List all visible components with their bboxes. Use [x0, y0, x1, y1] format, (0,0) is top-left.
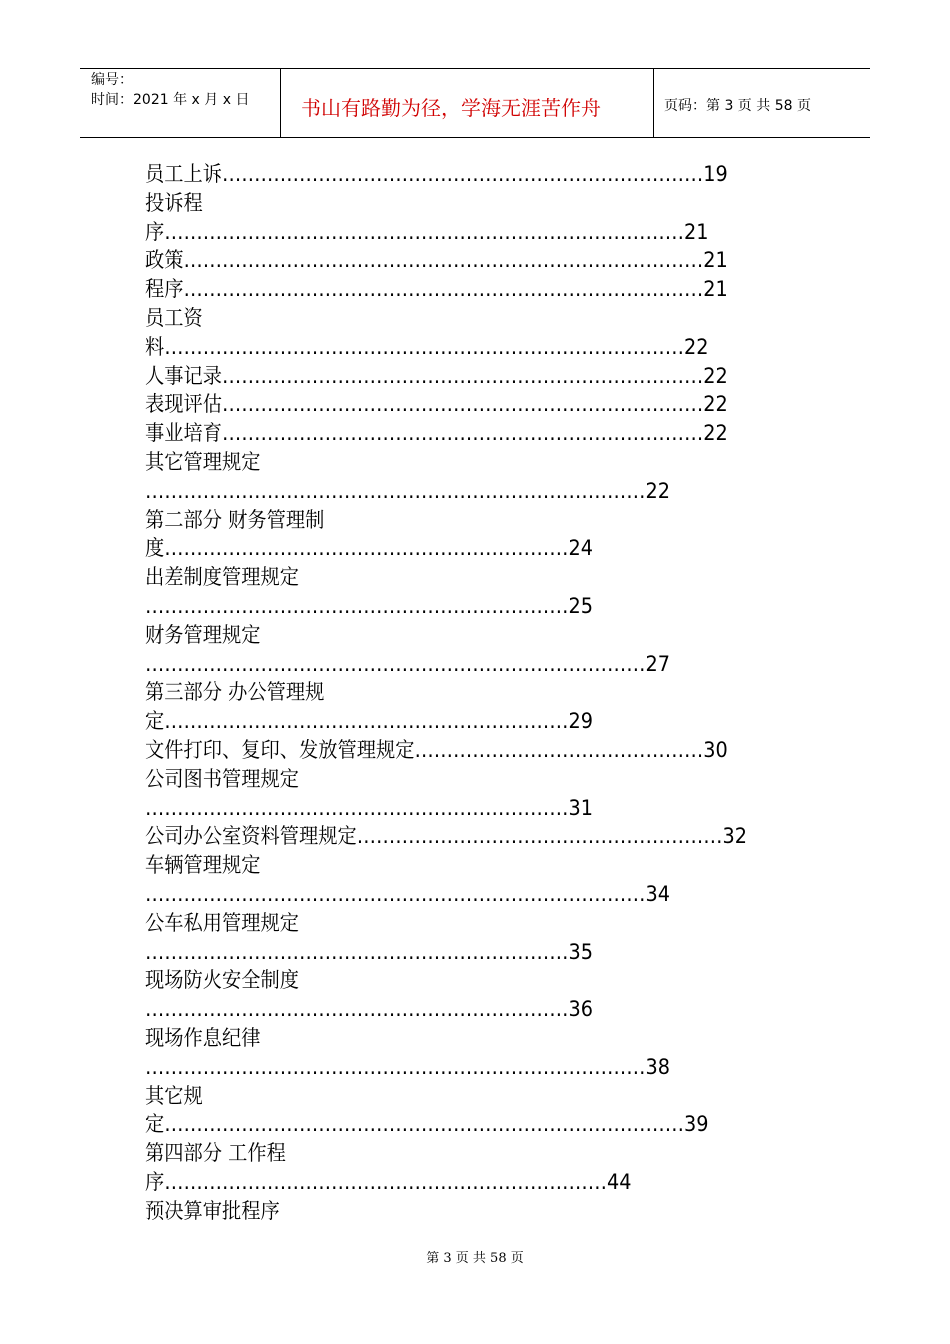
toc-line: 员工资	[145, 305, 203, 330]
toc-line: 车辆管理规定	[145, 853, 261, 878]
toc-line: 程序………………………………………………………………………21	[145, 277, 728, 302]
header-meta-cell	[80, 69, 281, 137]
toc-line: 出差制度管理规定	[145, 565, 299, 590]
header-motto: 书山有路勤为径，学海无涯苦作舟	[301, 96, 601, 120]
toc-line: 投诉程	[145, 190, 203, 215]
toc-line: 第四部分 工作程	[145, 1141, 286, 1166]
toc-line: 第二部分 财务管理制	[145, 507, 325, 532]
doc-code-label: 编号：	[91, 72, 133, 88]
header-motto-cell	[281, 69, 654, 137]
header-page-info: 页码：第 3 页 共 58 页	[664, 98, 811, 114]
toc-line: 政策………………………………………………………………………21	[145, 248, 728, 273]
toc-line: 第三部分 办公管理规	[145, 680, 325, 705]
toc-line: 定………………………………………………………29	[145, 709, 594, 734]
toc-line: 财务管理规定	[145, 622, 261, 647]
toc-line: 序……………………………………………………………44	[145, 1169, 632, 1194]
toc-line: 料………………………………………………………………………22	[145, 334, 709, 359]
toc-line: 预决算审批程序	[145, 1198, 280, 1223]
toc-line: 文件打印、复印、发放管理规定………………………………………30	[145, 737, 728, 762]
toc-line: ……………………………………………………………………27	[145, 651, 671, 676]
toc-line: 序………………………………………………………………………21	[145, 219, 709, 244]
page-footer: 第 3 页 共 58 页	[426, 1251, 524, 1266]
toc-line: 公车私用管理规定	[145, 910, 299, 935]
toc-line: 其它规	[145, 1083, 203, 1108]
toc-line: 公司图书管理规定	[145, 766, 299, 791]
toc-line: 人事记录…………………………………………………………………22	[145, 363, 728, 388]
toc-line: …………………………………………………………25	[145, 593, 594, 618]
toc-line: 员工上诉…………………………………………………………………19	[145, 162, 728, 186]
toc-line: …………………………………………………………31	[145, 795, 594, 820]
toc-line: ……………………………………………………………………38	[145, 1054, 671, 1079]
toc-line: 现场防火安全制度	[145, 968, 299, 993]
toc-line: 现场作息纪律	[145, 1025, 261, 1050]
toc-line: …………………………………………………………35	[145, 939, 594, 964]
toc-line: 其它管理规定	[145, 449, 261, 474]
toc-line: ……………………………………………………………………22	[145, 478, 671, 503]
doc-time-label: 时间：2021 年 x 月 x 日	[91, 92, 250, 108]
toc-line: 定………………………………………………………………………39	[145, 1112, 709, 1137]
toc-line: 度………………………………………………………24	[145, 536, 594, 561]
page-header	[80, 68, 870, 138]
toc-line: 表现评估…………………………………………………………………22	[145, 392, 728, 417]
toc-line: 公司办公室资料管理规定…………………………………………………32	[145, 824, 748, 849]
table-of-contents	[145, 160, 865, 1225]
header-page-cell	[654, 69, 870, 137]
toc-line: …………………………………………………………36	[145, 997, 594, 1022]
toc-line: ……………………………………………………………………34	[145, 881, 671, 906]
toc-line: 事业培育…………………………………………………………………22	[145, 421, 728, 446]
